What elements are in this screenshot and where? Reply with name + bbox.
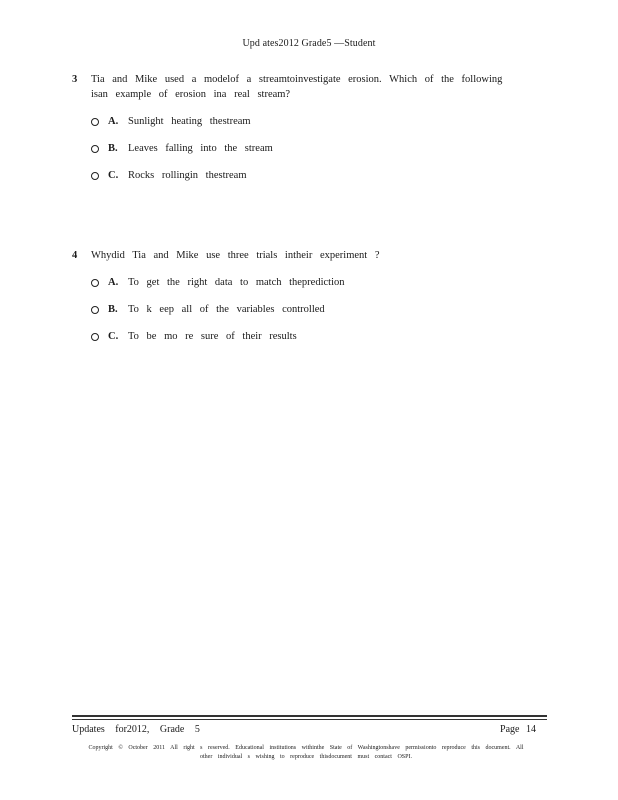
option-c[interactable]	[72, 168, 512, 183]
footer-divider	[72, 719, 547, 720]
option-text: Leaves falling into the stream	[128, 143, 273, 154]
option-c[interactable]	[72, 329, 512, 344]
answer-options	[72, 275, 512, 344]
answer-bubble-icon[interactable]	[91, 306, 99, 314]
option-text: To k eep all of the variables controlled	[128, 304, 325, 315]
option-letter: A.	[108, 116, 119, 127]
option-a[interactable]	[72, 275, 512, 290]
question-4	[72, 248, 512, 356]
page-number: Page 14	[500, 724, 536, 735]
option-letter: A.	[108, 277, 119, 288]
option-text: Sunlight heating thestream	[128, 116, 251, 127]
option-letter: B.	[108, 304, 118, 315]
option-b[interactable]	[72, 302, 512, 317]
option-text: To be mo re sure of their results	[128, 331, 297, 342]
question-3	[72, 72, 512, 195]
footer-title: Updates for2012, Grade 5	[72, 724, 200, 735]
option-letter: C.	[108, 331, 119, 342]
option-letter: C.	[108, 170, 119, 181]
option-b[interactable]	[72, 141, 512, 156]
answer-bubble-icon[interactable]	[91, 333, 99, 341]
answer-bubble-icon[interactable]	[91, 172, 99, 180]
question-number: 3	[72, 74, 78, 85]
answer-bubble-icon[interactable]	[91, 145, 99, 153]
question-text: Tia and Mike used a modelof a streamtoinvestigate erosion. Which of the following isan example of erosion ina real stream?	[91, 74, 503, 100]
answer-bubble-icon[interactable]	[91, 118, 99, 126]
copyright-notice: Copyright © October 2011 All right s reserved. Educational institutions withinthe State of Washingtonshave permissionto reproduce this document. All other individual s wishing to reproduce thisdocument must contact OSPI.	[88, 745, 524, 760]
question-number: 4	[72, 250, 78, 261]
option-letter: B.	[108, 143, 118, 154]
page-header: Upd ates2012 Grade5 —Student	[242, 38, 376, 49]
option-a[interactable]	[72, 114, 512, 129]
footer-divider	[72, 715, 547, 717]
question-text: Whydid Tia and Mike use three trials intheir experiment ?	[91, 250, 380, 261]
option-text: To get the right data to match theprediction	[128, 277, 345, 288]
answer-options	[72, 114, 512, 183]
answer-bubble-icon[interactable]	[91, 279, 99, 287]
option-text: Rocks rollingin thestream	[128, 170, 247, 181]
